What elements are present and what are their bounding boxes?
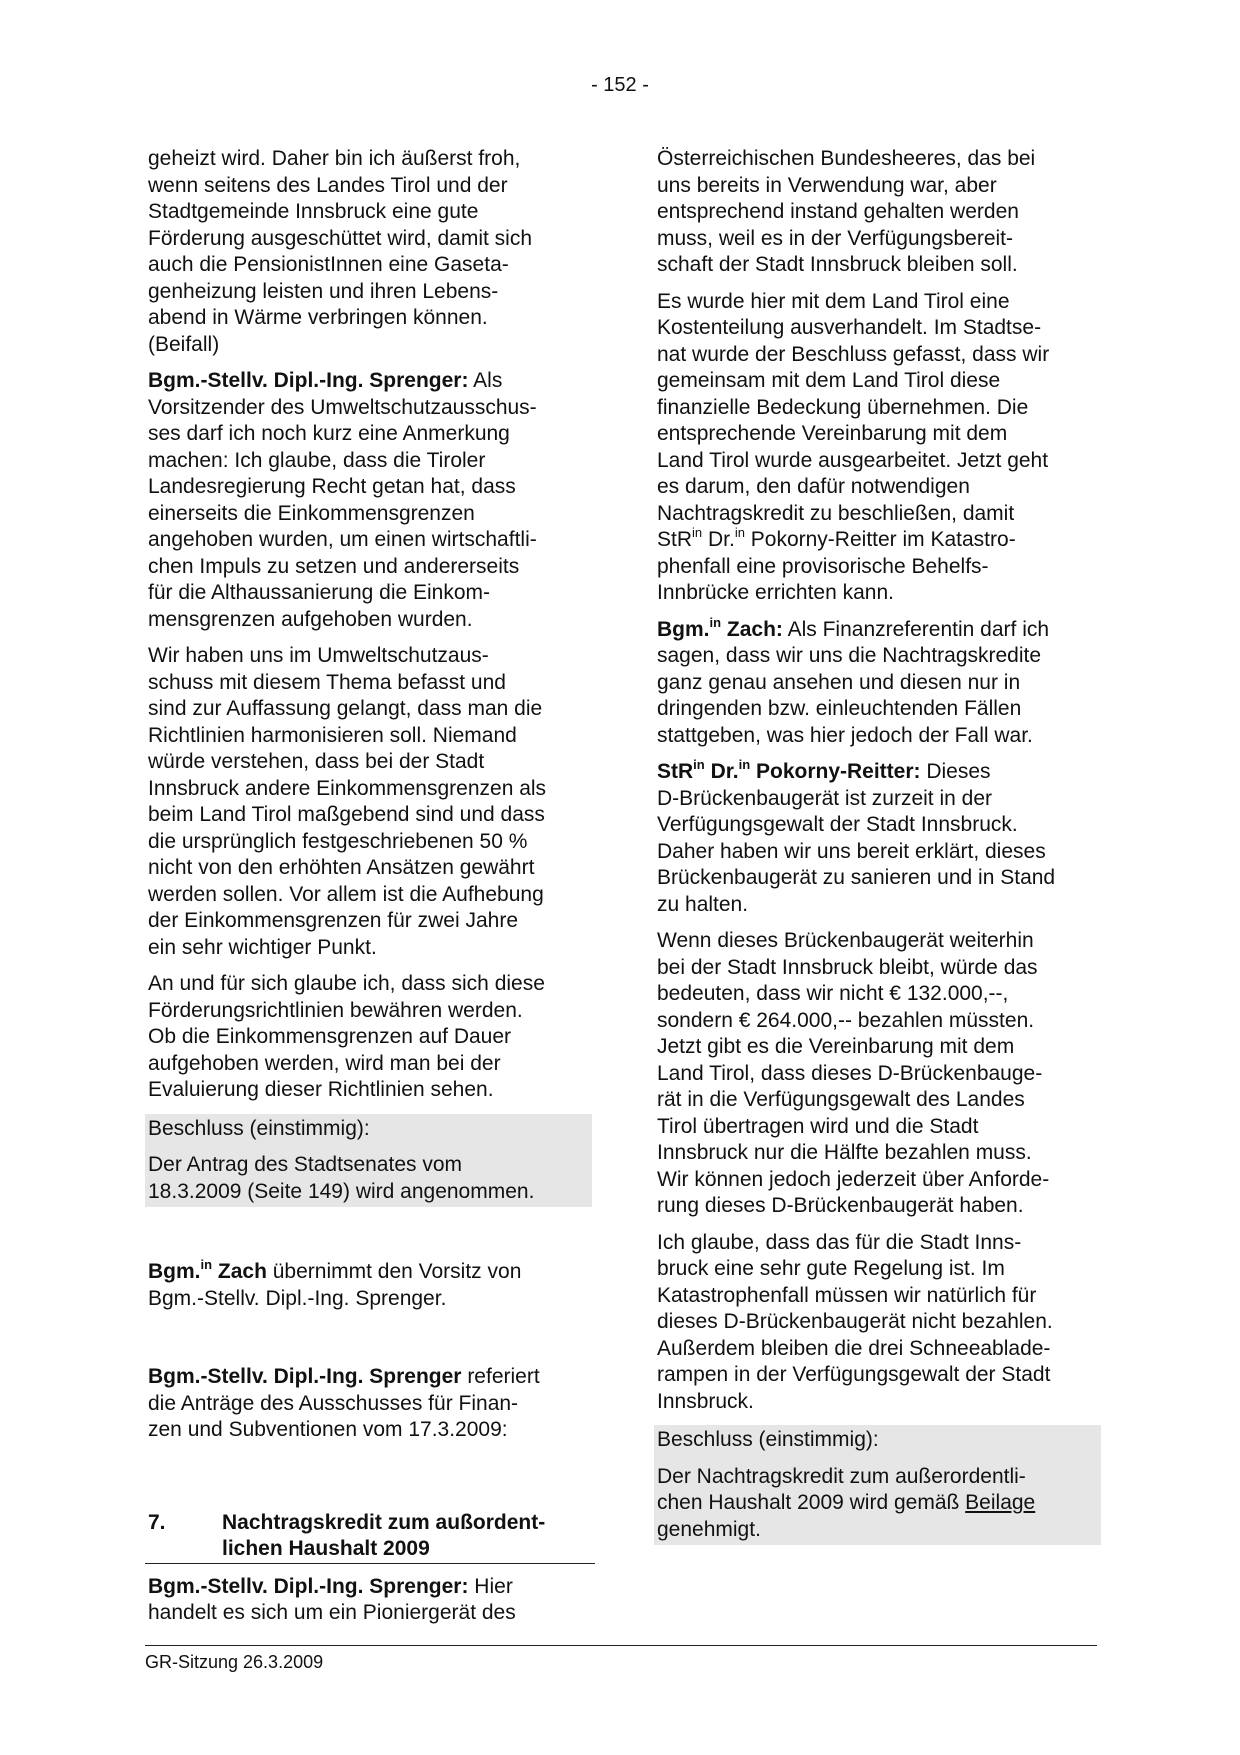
speaker-name: Bgm.-Stellv. Dipl.-Ing. Sprenger [148,1365,462,1388]
page-number: - 152 - [591,74,649,96]
resolution-title: Beschluss (einstimmig): [148,1116,370,1140]
page-footer: GR-Sitzung 26.3.2009 [145,1645,1097,1673]
agenda-item-heading [145,1510,595,1564]
paragraph: Wir haben uns im Umweltschutzaus- schuss mit diesem Thema befasst und sind zur Auffassung gelangt, dass man die Richtlinien harmonisieren soll. Niemand würde verstehen, dass bei der Stadt Innsbruck andere Einkommensgrenzen als beim Land Tirol maßgebend sind und dass die ursprünglich festgeschriebenen 50 % nicht von den erhöhten Ansätzen gewährt werden sollen. Vor allem ist die Aufhebung der Einkommensgrenzen für zwei Jahre ein sehr wichtiger Punkt. [148,644,547,959]
resolution-box [145,1114,592,1208]
paragraph: Ich glaube, dass das für die Stadt Inns- bruck eine sehr gute Regelung ist. Im Katastrophenfall müssen wir natürlich für dieses D-Brückenbaugerät nicht bezahlen. Außerdem bleiben die drei Schneeablade- rampen in der Verfügungsgewalt der Stadt Innsbruck. [657,1230,1053,1413]
speaker-name: Bgm.-Stellv. Dipl.-Ing. Sprenger: [148,1574,469,1598]
paragraph: Bgm.-Stellv. Dipl.-Ing. Sprenger: Hier handelt es sich um ein Pioniergerät des [148,1574,516,1624]
resolution-text: Der Antrag des Stadtsenates vom 18.3.2009 (Seite 149) wird angenommen. [148,1153,535,1203]
right-column [657,146,1101,1545]
speaker-name: Zach: [721,617,783,641]
speaker-name: Bgm.-Stellv. Dipl.-Ing. Sprenger: [148,369,469,392]
agenda-item-title: Nachtragskredit zum außordent- [222,1510,546,1534]
paragraph: Österreichischen Bundesheeres, das bei uns bereits in Verwendung war, aber entsprechend instand gehalten werden muss, weil es in der Verfügungsbereit- schaft der Stadt Innsbruck bleiben soll. [657,147,1036,276]
resolution-title: Beschluss (einstimmig): [657,1428,879,1451]
paragraph: Bgm.$^{in}$ Zach übernimmt den Vorsitz von Bgm.-Stellv. Dipl.-Ing. Sprenger. [148,1257,522,1310]
left-column [148,146,592,1637]
agenda-item-title: lichen Haushalt 2009 [222,1537,430,1560]
speaker-name: Pokorny-Reitter: [750,760,921,783]
paragraph: Bgm.$^{in}$ Zach: Als Finanzreferentin darf ich sagen, dass wir uns die Nachtragskredite ganz genau ansehen und diesen nur in dringenden bzw. einleuchtenden Fällen stattgeben, was hier jedoch der Fall war. [657,614,1050,747]
paragraph: geheizt wird. Daher bin ich äußerst froh, wenn seitens des Landes Tirol und der Stadtgemeinde Innsbruck eine gute Förderung ausgeschüttet wird, damit sich auch die PensionistInnen eine Gaseta- genheizung leisten und ihren Lebens- abend in Wärme verbringen können. (Beifall) [148,147,533,356]
paragraph: An und für sich glaube ich, dass sich diese Förderungsrichtlinien bewähren werden. Ob die Einkommensgrenzen auf Dauer aufgehoben werden, wird man bei der Evaluierung dieser Richtlinien sehen. [148,972,545,1101]
paragraph: Es wurde hier mit dem Land Tirol eine Kostenteilung ausverhandelt. Im Stadtse- nat wurde der Beschluss gefasst, dass wir gemeinsam mit dem Land Tirol diese finanzielle Bedeckung übernehmen. Die entsprechende Vereinbarung mit dem Land Tirol wurde ausgearbeitet. Jetzt geht es darum, den dafür notwendigen Nachtragskredit zu beschließen, damit StR$^{in}$ Dr.$^{in}$ Pokorny-Reitter im Katastro- phenfall eine provisorische Behelfs- Innbrücke errichten kann. [657,289,1050,604]
agenda-item-number: 7. [148,1510,166,1534]
beilage-link[interactable]: Beilage [965,1491,1036,1514]
paragraph: Bgm.-Stellv. Dipl.-Ing. Sprenger referiert die Anträge des Ausschusses für Finan- zen und Subventionen vom 17.3.2009: [148,1365,540,1441]
paragraph: Wenn dieses Brückenbaugerät weiterhin bei der Stadt Innsbruck bleibt, würde das bedeuten, dass wir nicht € 132.000,--, sondern € 264.000,-- bezahlen müssten. Jetzt gibt es die Vereinbarung mit dem Land Tirol, dass dieses D-Brückenbauge- rät in die Verfügungsgewalt des Landes Tirol übertragen wird und die Stadt Innsbruck nur die Hälfte bezahlen muss. Wir können jedoch jederzeit über Anforde- rung dieses D-Brückenbaugerät haben. [657,929,1050,1217]
paragraph: Bgm.-Stellv. Dipl.-Ing. Sprenger: Als Vorsitzender des Umweltschutzausschus- ses darf ich noch kurz eine Anmerkung machen: Ich glaube, dass die Tiroler Landesregierung Recht getan hat, dass einerseits die Einkommensgrenzen angehoben wurden, um einen wirtschaftli- chen Impuls zu setzen und andererseits für die Althaussanierung die Einkom- mensgrenzen aufgehoben wurden. [148,369,537,631]
resolution-text: Der Nachtragskredit zum außerordentli- chen Haushalt 2009 wird gemäß Beilage genehmigt. [657,1464,1036,1541]
speaker-name: Zach [212,1260,267,1283]
resolution-box [654,1425,1101,1545]
paragraph: StR$^{in}$ Dr.$^{in}$ Pokorny-Reitter: Dieses D-Brückenbaugerät ist zurzeit in der Verfügungsgewalt der Stadt Innsbruck. Daher haben wir uns bereit erklärt, dieses Brückenbaugerät zu sanieren und in Stand zu halten. [657,757,1056,916]
